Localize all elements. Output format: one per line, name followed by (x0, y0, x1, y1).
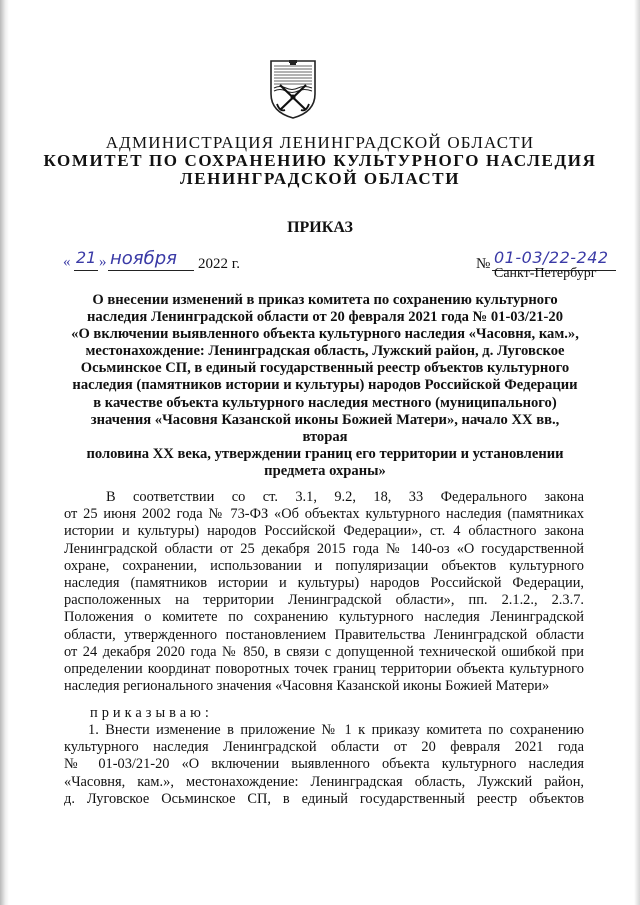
document-type-heading: ПРИКАЗ (287, 219, 353, 236)
paragraph-line: д. Луговское Осьминское СП, в единый государственный реестр объектов (64, 790, 584, 807)
title-line: наследия Ленинградской области от 20 февраля 2021 года № 01-03/21-20 (86, 309, 563, 326)
title-line: значения «Часовня Казанской иконы Божией Матери», начало XX вв., вторая (90, 411, 560, 445)
paragraph-line: культурного наследия Ленинградской области от 20 февраля 2021 года (64, 739, 584, 756)
item-1-paragraph (64, 722, 584, 808)
date-year: 2022 г. (198, 256, 240, 272)
title-line: наследия (памятников истории и культуры) народов Российской Федерации (72, 377, 578, 394)
paragraph-line: наследия регионального значения «Часовня Казанской иконы Божией Матери» (64, 678, 550, 695)
paragraph-line: Положения о комитете по сохранению культурного наследия Ленинградской (64, 609, 584, 626)
preamble-paragraph (64, 489, 584, 695)
date-field (63, 248, 263, 272)
number-sign: № (476, 256, 491, 272)
paragraph-line: «Часовня, кам.», местонахождение: Ленинградская область, Лужский район, (64, 773, 584, 790)
paragraph-line: Ленинградской области от 25 декабря 2015 года № 140-оз «О государственной (64, 540, 584, 557)
paragraph-line: № 01-03/21-20 «О включении выявленного объекта культурного наследия (64, 756, 584, 773)
date-month-underline (108, 270, 194, 271)
date-day-underline (74, 270, 98, 271)
paragraph-line: расположенных на территории Ленинградской области», пп. 2.1.2., 2.3.7. (64, 592, 584, 609)
city-name: Санкт-Петербург (494, 266, 597, 281)
org-name-line-3: ЛЕНИНГРАДСКОЙ ОБЛАСТИ (179, 169, 461, 188)
paragraph-line: области, утвержденного постановлением Правительства Ленинградской области (64, 626, 584, 643)
order-number-handwritten: 01-03/22-242 (494, 248, 609, 267)
paragraph-line: истории и культуры) народов Российской Федерации», ст. 4 областного закона (64, 523, 584, 540)
paragraph-line: от 24 декабря 2020 года № 850, в связи с допущенной технической ошибкой при (64, 643, 584, 660)
date-day-handwritten: 21 (76, 248, 97, 267)
order-word: приказываю: (90, 705, 213, 721)
title-line: местонахождение: Ленинградская область, Лужский район, д. Луговское (85, 343, 565, 360)
paragraph-line: В соответствии со ст. 3.1, 9.2, 18, 33 Федерального закона (106, 489, 584, 505)
title-line: Осьминское СП, в единый государственный реестр объектов культурного (80, 360, 570, 377)
paragraph-line: охране, сохранении, использовании и популяризации объектов культурного (64, 557, 584, 574)
paragraph-line: определении координат поворотных точек границ территории объекта культурного (64, 661, 584, 678)
coat-of-arms-icon (268, 58, 318, 120)
title-line: предмета охраны» (264, 462, 386, 479)
org-name-line-1: АДМИНИСТРАЦИЯ ЛЕНИНГРАДСКОЙ ОБЛАСТИ (105, 133, 535, 152)
date-quote-close: » (99, 254, 107, 270)
title-line: О внесении изменений в приказ комитета по сохранению культурного (92, 292, 558, 308)
paragraph-line: от 25 июня 2002 года № 73-ФЗ «Об объектах культурного наследия (памятниках (64, 506, 584, 523)
date-month-handwritten: ноября (110, 248, 177, 269)
order-title (70, 292, 580, 480)
title-line: половина XX века, утверждении границ его территории и установлении (86, 445, 564, 462)
paragraph-line: 1. Внести изменение в приложение № 1 к приказу комитета по сохранению (88, 722, 584, 738)
date-quote-open: « (63, 254, 71, 270)
title-line: в качестве объекта культурного наследия местного (муниципального) (93, 394, 557, 411)
paragraph-line: наследия (памятников истории и культуры) народов Российской Федерации, (64, 575, 584, 592)
org-name-line-2: КОМИТЕТ ПО СОХРАНЕНИЮ КУЛЬТУРНОГО НАСЛЕДИЯ (43, 151, 597, 170)
title-line: «О включении выявленного объекта культурного наследия «Часовня, кам.», (71, 326, 579, 343)
